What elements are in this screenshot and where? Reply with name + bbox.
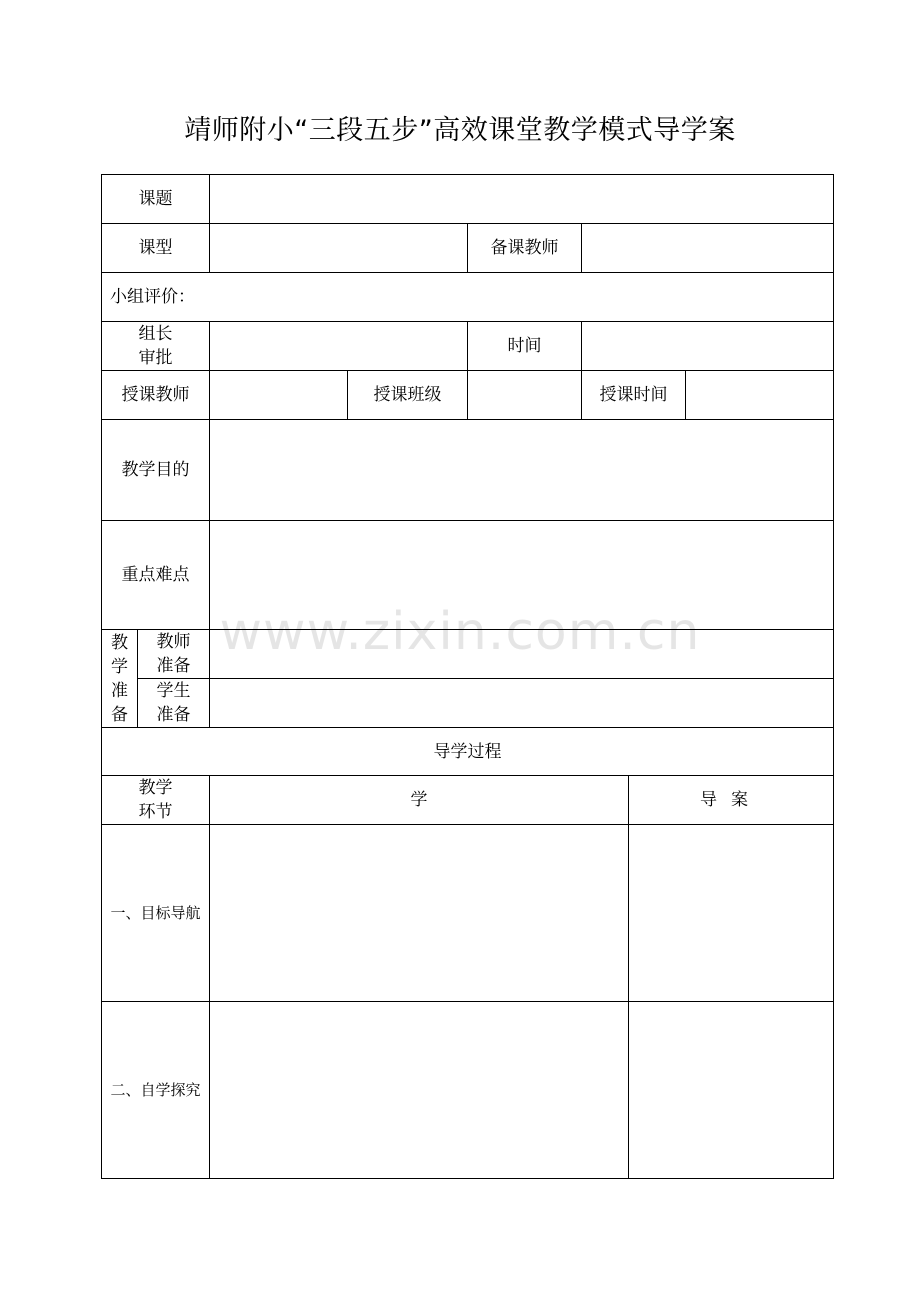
prep-char: 教 [111,632,128,653]
lesson-type-label: 课型 [102,224,210,273]
leader-approval-field[interactable] [210,322,468,371]
student-prep-line2: 准备 [156,705,191,725]
teacher-prep-line1: 教师 [156,632,191,652]
leader-label-line1: 组长 [138,324,173,344]
leader-label-line2: 审批 [138,348,173,368]
teaching-time-label: 授课时间 [582,371,686,420]
table-row [102,825,834,1002]
prep-teacher-label: 备课教师 [468,224,582,273]
col-stage-header [102,776,210,825]
prep-char: 备 [111,704,128,725]
teaching-class-field[interactable] [468,371,582,420]
teaching-teacher-field[interactable] [210,371,348,420]
learn-field[interactable] [210,825,629,1002]
leader-approval-label [102,322,210,371]
teaching-time-field[interactable] [686,371,834,420]
teacher-prep-field[interactable] [210,630,834,679]
col-guide-header: 导案 [629,776,834,825]
objectives-field[interactable] [210,420,834,521]
topic-label: 课题 [102,175,210,224]
prep-char: 学 [111,656,128,677]
col-learn-header: 学 [210,776,629,825]
stage-label: 一、目标导航 [102,825,210,1002]
teaching-class-label: 授课班级 [348,371,468,420]
lesson-plan-form [101,174,834,1179]
objectives-label: 教学目的 [102,420,210,521]
student-prep-line1: 学生 [156,681,191,701]
col-stage-line2: 环节 [138,802,173,822]
key-points-label: 重点难点 [102,521,210,630]
guide-field[interactable] [629,1002,834,1179]
student-prep-label [138,679,210,728]
time-field[interactable] [582,322,834,371]
teacher-prep-line2: 准备 [156,656,191,676]
topic-field[interactable] [210,175,834,224]
prep-teacher-field[interactable] [582,224,834,273]
learn-field[interactable] [210,1002,629,1179]
teaching-teacher-label: 授课教师 [102,371,210,420]
teacher-prep-label [138,630,210,679]
time-label: 时间 [468,322,582,371]
key-points-field[interactable] [210,521,834,630]
teaching-prep-label [102,630,138,728]
group-review-label: 小组评价： [102,273,834,322]
table-row [102,1002,834,1179]
page-title: 靖师附小“三段五步”高效课堂教学模式导学案 [184,115,736,146]
lesson-type-field[interactable] [210,224,468,273]
process-header: 导学过程 [102,728,834,776]
student-prep-field[interactable] [210,679,834,728]
col-stage-line1: 教学 [138,778,173,798]
prep-char: 准 [111,680,128,701]
guide-field[interactable] [629,825,834,1002]
stage-label: 二、自学探究 [102,1002,210,1179]
watermark: www.zixin.com.cn [219,602,701,662]
